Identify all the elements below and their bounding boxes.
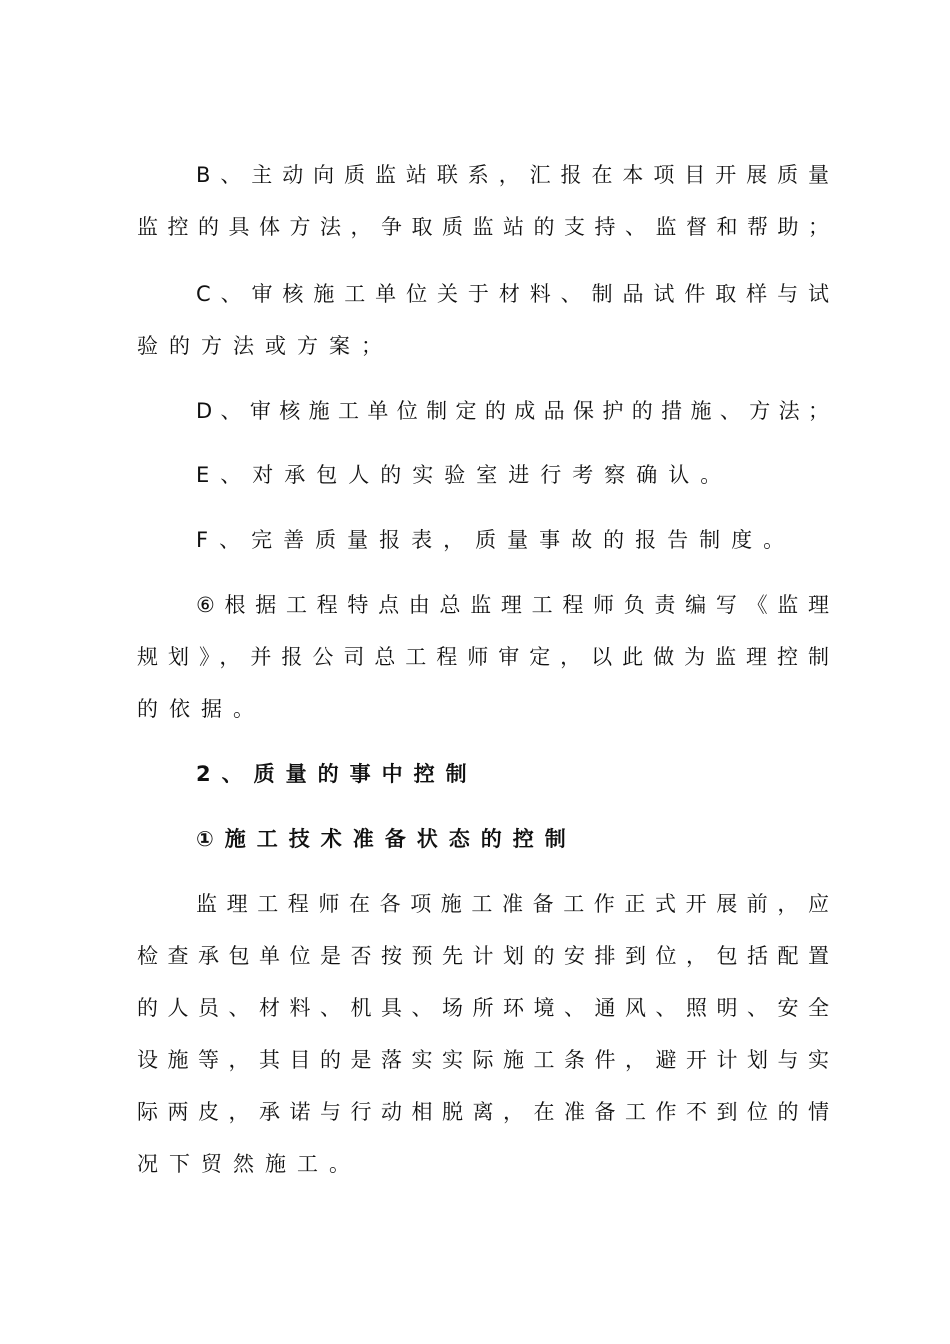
paragraph-e: E、对承包人的实验室进行考察确认。 xyxy=(196,463,733,487)
paragraph-6-line-3: 的依据。 xyxy=(137,697,265,721)
subsection-heading: ①施工技术准备状态的控制 xyxy=(196,827,577,851)
paragraph-f: F、完善质量报表，质量事故的报告制度。 xyxy=(196,528,796,552)
paragraph-body-line-3: 的人员、材料、机具、场所环境、通风、照明、安全 xyxy=(137,996,829,1020)
paragraph-6-line-1: ⑥根据工程特点由总监理工程师负责编写《监理 xyxy=(196,593,829,617)
paragraph-d: D、审核施工单位制定的成品保护的措施、方法； xyxy=(196,399,829,423)
paragraph-body-line-1: 监理工程师在各项施工准备工作正式开展前，应 xyxy=(196,892,829,916)
paragraph-c-line-2: 验的方法或方案； xyxy=(137,334,393,358)
paragraph-body-line-6: 况下贸然施工。 xyxy=(137,1152,361,1176)
paragraph-6-line-2: 规划》，并报公司总工程师审定，以此做为监理控制 xyxy=(137,645,829,669)
section-heading: 2、质量的事中控制 xyxy=(196,762,478,786)
paragraph-body-line-5: 际两皮，承诺与行动相脱离，在准备工作不到位的情 xyxy=(137,1100,829,1124)
paragraph-c-line-1: C、审核施工单位关于材料、制品试件取样与试 xyxy=(196,282,829,306)
paragraph-b-line-1: B、主动向质监站联系，汇报在本项目开展质量 xyxy=(196,163,829,187)
paragraph-b-line-2: 监控的具体方法，争取质监站的支持、监督和帮助； xyxy=(137,215,829,239)
paragraph-body-line-2: 检查承包单位是否按预先计划的安排到位，包括配置 xyxy=(137,944,829,968)
paragraph-body-line-4: 设施等，其目的是落实实际施工条件，避开计划与实 xyxy=(137,1048,829,1072)
